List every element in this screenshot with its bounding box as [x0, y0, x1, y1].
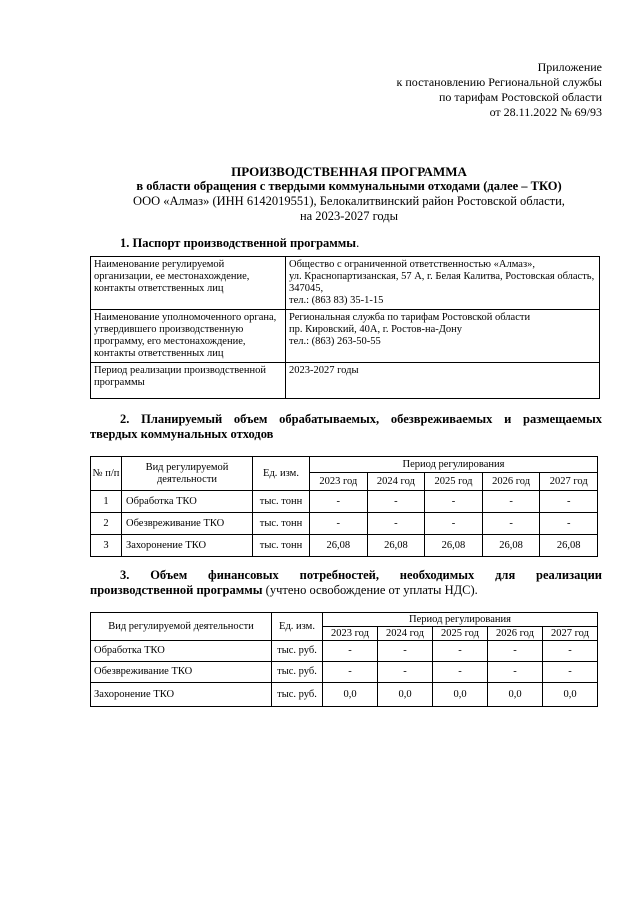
cell-unit: тыс. руб.: [272, 641, 323, 662]
cell-activity: Обезвреживание ТКО: [122, 513, 253, 535]
col-unit-header: Ед. изм.: [253, 457, 310, 491]
year-header: 2025 год: [425, 473, 483, 491]
table-row: [91, 535, 598, 557]
year-header: 2024 год: [367, 473, 425, 491]
year-header: 2026 год: [482, 473, 540, 491]
cell-value: -: [543, 641, 598, 662]
table-row: [91, 662, 598, 683]
appendix-line: Приложение: [537, 60, 602, 74]
cell-value: -: [433, 641, 488, 662]
section2-heading-line: 2. Планируемый объем обрабатываемых, обезвреживаемых и размещаемых: [120, 412, 602, 426]
cell-value: -: [323, 662, 378, 683]
cell-value: -: [540, 513, 598, 535]
cell-unit: тыс. тонн: [253, 491, 310, 513]
cell-value: -: [367, 513, 425, 535]
table-row: [91, 513, 598, 535]
passport-label: Период реализации производственной программы: [91, 363, 286, 399]
value-line: ул. Краснопартизанская, 57 А, г. Белая Калитва, Ростовская область, 347045,: [289, 271, 595, 294]
cell-value: 0,0: [543, 683, 598, 707]
year-header: 2027 год: [540, 473, 598, 491]
value-line: 2023-2027 годы: [289, 365, 359, 376]
appendix-block: [397, 60, 602, 120]
title-line: ПРОИЗВОДСТВЕННАЯ ПРОГРАММА: [231, 164, 467, 179]
cell-activity: Обработка ТКО: [91, 641, 272, 662]
col-unit-header: Ед. изм.: [272, 613, 323, 641]
cell-value: -: [323, 641, 378, 662]
table-row: [91, 641, 598, 662]
cell-value: 0,0: [488, 683, 543, 707]
cell-activity: Обезвреживание ТКО: [91, 662, 272, 683]
table-row: [91, 363, 600, 399]
year-header: 2023 год: [310, 473, 368, 491]
financial-table: [90, 612, 598, 707]
cell-value: -: [310, 513, 368, 535]
value-line: тел.: (863 83) 35-1-15: [289, 295, 384, 306]
cell-value: -: [543, 662, 598, 683]
cell-value: -: [488, 662, 543, 683]
col-activity-header: Вид регулируемой деятельности: [91, 613, 272, 641]
cell-unit: тыс. тонн: [253, 535, 310, 557]
section1-heading-end: .: [356, 236, 360, 250]
cell-value: -: [540, 491, 598, 513]
value-line: пр. Кировский, 40А, г. Ростов-на-Дону: [289, 324, 463, 335]
cell-value: -: [482, 513, 540, 535]
cell-value: 0,0: [378, 683, 433, 707]
passport-label: Наименование регулируемой организации, ее местонахождение, контакты ответственных лиц: [91, 257, 286, 310]
cell-value: -: [425, 491, 483, 513]
cell-value: -: [310, 491, 368, 513]
cell-unit: тыс. тонн: [253, 513, 310, 535]
year-header: 2024 год: [378, 627, 433, 641]
cell-value: 26,08: [310, 535, 368, 557]
passport-value: [286, 363, 600, 399]
cell-activity: Обработка ТКО: [122, 491, 253, 513]
cell-value: -: [488, 641, 543, 662]
year-header: 2027 год: [543, 627, 598, 641]
table-header-row: [91, 613, 598, 627]
table-row: [91, 257, 600, 310]
table-row: [91, 491, 598, 513]
section1-heading: [120, 236, 359, 251]
cell-value: -: [378, 641, 433, 662]
section3-heading-line: 3. Объем финансовых потребностей, необходимых для реализации: [120, 568, 602, 582]
cell-value: -: [482, 491, 540, 513]
passport-table: [90, 256, 600, 399]
section3-heading: [90, 568, 602, 598]
col-period-header: Период регулирования: [323, 613, 598, 627]
cell-value: 26,08: [540, 535, 598, 557]
cell-unit: тыс. руб.: [272, 662, 323, 683]
year-header: 2023 год: [323, 627, 378, 641]
cell-activity: Захоронение ТКО: [122, 535, 253, 557]
appendix-line: по тарифам Ростовской области: [438, 90, 602, 104]
cell-num: 2: [91, 513, 122, 535]
cell-num: 3: [91, 535, 122, 557]
year-header: 2025 год: [433, 627, 488, 641]
cell-value: 0,0: [323, 683, 378, 707]
title-line: в области обращения с твердыми коммунальными отходами (далее – ТКО): [136, 179, 562, 193]
section3-heading-plain: (учтено освобождение от уплаты НДС).: [262, 583, 478, 597]
cell-value: 0,0: [433, 683, 488, 707]
cell-value: 26,08: [367, 535, 425, 557]
cell-num: 1: [91, 491, 122, 513]
passport-value: [286, 257, 600, 310]
cell-value: -: [425, 513, 483, 535]
table-header-row: [91, 457, 598, 473]
section3-heading-bold: производственной программы: [90, 583, 263, 597]
value-line: тел.: (863) 263-50-55: [289, 336, 381, 347]
table-row: [91, 310, 600, 363]
title-line: ООО «Алмаз» (ИНН 6142019551), Белокалитвинский район Ростовской области,: [133, 194, 565, 208]
value-line: Региональная служба по тарифам Ростовской области: [289, 312, 531, 323]
appendix-line: к постановлению Региональной службы: [396, 75, 602, 89]
col-period-header: Период регулирования: [310, 457, 598, 473]
year-header: 2026 год: [488, 627, 543, 641]
value-line: Общество с ограниченной ответственностью «Алмаз»,: [289, 259, 535, 270]
appendix-line: от 28.11.2022 № 69/93: [489, 105, 602, 119]
col-activity-header: Вид регулируемой деятельности: [122, 457, 253, 491]
cell-value: -: [367, 491, 425, 513]
section1-heading-text: 1. Паспорт производственной программы: [120, 236, 357, 250]
table-row: [91, 683, 598, 707]
section2-heading: [90, 412, 602, 442]
col-num-header: № п/п: [91, 457, 122, 491]
passport-label: Наименование уполномоченного органа, утвердившего производственную программу, его местонахождение, контакты ответственных лиц: [91, 310, 286, 363]
cell-value: 26,08: [425, 535, 483, 557]
passport-value: [286, 310, 600, 363]
cell-unit: тыс. руб.: [272, 683, 323, 707]
document-title: [60, 164, 638, 224]
cell-activity: Захоронение ТКО: [91, 683, 272, 707]
cell-value: 26,08: [482, 535, 540, 557]
section2-heading-line: твердых коммунальных отходов: [90, 427, 274, 441]
cell-value: -: [378, 662, 433, 683]
title-line: на 2023-2027 годы: [299, 209, 399, 223]
cell-value: -: [433, 662, 488, 683]
volume-table: [90, 456, 598, 557]
